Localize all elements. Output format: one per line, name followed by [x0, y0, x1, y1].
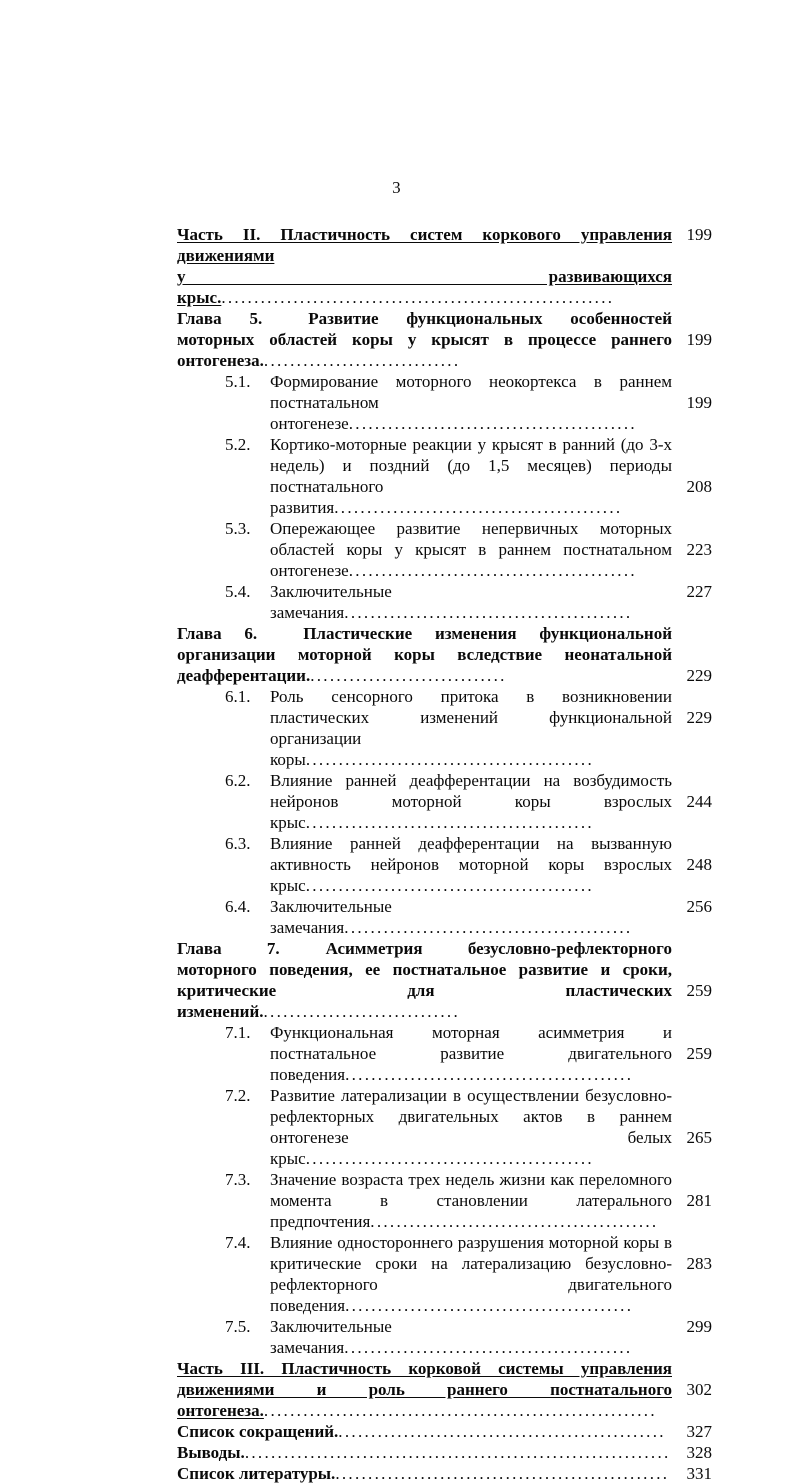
toc-page-number: 227 [686, 582, 712, 601]
toc-section-number: 6.3. [225, 834, 251, 853]
dot-leader: .................................................. [338, 1422, 666, 1441]
toc-chapter-heading [177, 308, 672, 371]
toc-section-title: Заключительные замечания............................................ [270, 897, 633, 937]
toc-page-number: 199 [686, 393, 712, 412]
dot-leader: ............................................ [305, 876, 594, 895]
dot-leader: ............................................................ [263, 1401, 657, 1420]
toc-section-title: Опережающее развитие непервичных моторных областей коры у крысят в раннем постнатальном онтогенезе............................................ [270, 519, 672, 580]
toc-flat-entry[interactable] [177, 1442, 712, 1463]
toc-flat-entry[interactable] [177, 1463, 712, 1484]
toc-part-entry[interactable] [177, 224, 712, 308]
toc-flat-title-text: Список литературы. [177, 1464, 336, 1483]
toc-chapter-title: Асимметрия безусловно-рефлекторного моторного поведения, ее постнатальное развитие и сроки, критические для пластических изменений. [177, 939, 672, 1021]
toc-flat-title-text: Выводы. [177, 1443, 245, 1462]
toc-page-number: 283 [686, 1254, 712, 1273]
table-of-contents [177, 224, 712, 1484]
toc-section-title: Заключительные замечания............................................ [270, 1317, 633, 1357]
toc-section-number: 7.2. [225, 1086, 251, 1105]
toc-section-entry[interactable] [177, 770, 712, 833]
toc-part-title-line: Часть III. Пластичность корковой системы управления [177, 1359, 672, 1378]
toc-page-number: 265 [686, 1128, 712, 1147]
dot-leader: ............................................ [305, 750, 595, 769]
toc-chapter-entry[interactable] [177, 938, 712, 1022]
dot-leader: ................................................................. [244, 1443, 671, 1462]
toc-section-number: 6.4. [225, 897, 251, 916]
toc-section-title: Влияние одностороннего разрушения моторной коры в критические сроки на латерализацию безусловно-рефлекторного двигательного поведения............................................ [270, 1233, 672, 1315]
toc-page-number: 259 [686, 981, 712, 1000]
toc-section-title: Значение возраста трех недель жизни как переломного момента в становлении латерального предпочтения............................................ [270, 1170, 672, 1231]
dot-leader: .............................. [263, 351, 461, 370]
toc-page-number: 208 [686, 477, 712, 496]
toc-section-title: Развитие латерализации в осуществлении безусловно-рефлекторных двигательных актов в раннем онтогенезе белых крыс............................................ [270, 1086, 672, 1168]
dot-leader: .............................. [310, 666, 507, 685]
toc-page-number: 328 [686, 1443, 712, 1462]
toc-section-number: 7.5. [225, 1317, 251, 1336]
toc-flat-entry[interactable] [177, 1421, 712, 1442]
toc-section-title: Роль сенсорного притока в возникновении пластических изменений функциональной организации коры............................................ [270, 687, 672, 769]
toc-section-entry[interactable] [177, 833, 712, 896]
toc-page-number: 327 [686, 1422, 712, 1441]
dot-leader: ............................................ [345, 1296, 634, 1315]
toc-section-entry[interactable] [177, 371, 712, 434]
toc-page-number: 259 [686, 1044, 712, 1063]
toc-chapter-heading [177, 938, 672, 1022]
toc-section-number: 7.4. [225, 1233, 251, 1252]
toc-chapter-title: Развитие функциональных особенностей моторных областей коры у крысят в процессе раннего онтогенеза. [177, 309, 672, 370]
toc-part-title-line [177, 266, 672, 308]
toc-section-title: Кортико-моторные реакции у крысят в ранний (до 3-х недель) и поздний (до 1,5 месяцев) периоды постнатального развития............................................ [270, 435, 672, 517]
dot-leader: ............................................ [344, 1338, 633, 1357]
toc-section-number: 6.1. [225, 687, 251, 706]
dot-leader: ............................................ [348, 414, 637, 433]
toc-page-number: 331 [686, 1464, 712, 1483]
toc-chapter-entry[interactable] [177, 308, 712, 371]
toc-page-number: 199 [686, 330, 712, 349]
toc-section-entry[interactable] [177, 686, 712, 770]
dot-leader: ............................................ [344, 603, 633, 622]
toc-chapter-title: Пластические изменения функциональной организации моторной коры вследствие неонатальной деафферентации. [177, 624, 672, 685]
toc-section-entry[interactable] [177, 1169, 712, 1232]
toc-part-title-text: движениями и роль раннего постнатального онтогенеза. [177, 1380, 672, 1420]
toc-section-number: 5.2. [225, 435, 251, 454]
toc-chapter-heading [177, 623, 672, 686]
toc-section-entry[interactable] [177, 1316, 712, 1358]
toc-section-number: 5.3. [225, 519, 251, 538]
toc-page-number: 223 [686, 540, 712, 559]
toc-section-title: Функциональная моторная асимметрия и постнатальное развитие двигательного поведения............................................ [270, 1023, 672, 1084]
dot-leader: ............................................ [348, 561, 637, 580]
dot-leader: ............................................ [345, 1065, 634, 1084]
toc-part-title-text: у развивающихся крыс. [177, 267, 672, 307]
toc-section-number: 7.3. [225, 1170, 251, 1189]
dot-leader: ............................................ [344, 918, 633, 937]
toc-page-number: 229 [686, 708, 712, 727]
dot-leader: .............................. [263, 1002, 460, 1021]
dot-leader: ............................................ [305, 1149, 594, 1168]
toc-section-entry[interactable] [177, 434, 712, 518]
dot-leader: ............................................ [370, 1212, 659, 1231]
toc-section-title: Формирование моторного неокортекса в раннем постнатальном онтогенезе............................................ [270, 372, 672, 433]
toc-page-number: 299 [686, 1317, 712, 1336]
toc-page-number: 229 [686, 666, 712, 685]
toc-section-number: 5.1. [225, 372, 251, 391]
toc-chapter-number: Глава 6. [177, 624, 258, 643]
toc-page-number: 244 [686, 792, 712, 811]
toc-section-title: Влияние ранней деафферентации на вызванную активность нейронов моторной коры взрослых крыс............................................ [270, 834, 672, 895]
toc-chapter-number: Глава 5. [177, 309, 263, 328]
toc-section-entry[interactable] [177, 518, 712, 581]
toc-flat-title-text: Список сокращений. [177, 1422, 339, 1441]
toc-flat-title [177, 1463, 672, 1484]
toc-chapter-number: Глава 7. [177, 939, 280, 958]
toc-page-number: 302 [686, 1380, 712, 1399]
dot-leader: ............................................ [334, 498, 623, 517]
toc-page-number: 248 [686, 855, 712, 874]
toc-page-number: 281 [686, 1191, 712, 1210]
toc-part-entry[interactable] [177, 1358, 712, 1421]
page-folio-number: 3 [392, 178, 401, 197]
toc-section-entry[interactable] [177, 1022, 712, 1085]
toc-section-entry[interactable] [177, 1085, 712, 1169]
toc-section-number: 6.2. [225, 771, 251, 790]
toc-page-number: 256 [686, 897, 712, 916]
toc-chapter-entry[interactable] [177, 623, 712, 686]
toc-section-entry[interactable] [177, 896, 712, 938]
toc-part-title-line [177, 1379, 672, 1421]
toc-flat-title [177, 1442, 672, 1463]
toc-section-number: 7.1. [225, 1023, 251, 1042]
toc-section-title: Влияние ранней деафферентации на возбудимость нейронов моторной коры взрослых крыс............................................ [270, 771, 672, 832]
dot-leader: ................................................... [335, 1464, 670, 1483]
toc-page-number: 199 [686, 225, 712, 244]
dot-leader: ............................................................ [221, 288, 615, 307]
toc-section-title: Заключительные замечания............................................ [270, 582, 633, 622]
dot-leader: ............................................ [305, 813, 594, 832]
toc-part-title-line: Часть II. Пластичность систем коркового управления движениями [177, 225, 672, 265]
toc-section-entry[interactable] [177, 1232, 712, 1316]
toc-section-number: 5.4. [225, 582, 251, 601]
toc-flat-title [177, 1421, 672, 1442]
toc-section-entry[interactable] [177, 581, 712, 623]
